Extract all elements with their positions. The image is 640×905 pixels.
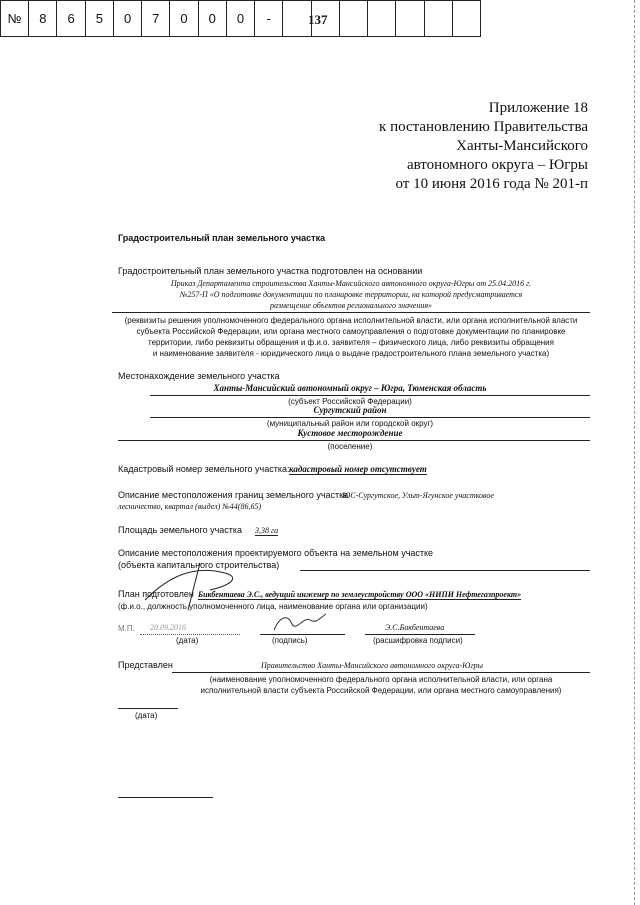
gpzu-number-digit: 5 [86,1,114,36]
sign-date-value: 20.09.2016 [150,623,186,632]
basis-value: Приказ Департамента строительства Ханты-Мансийского автономного округа-Югры от 25.04.2016 г. [170,279,532,288]
location-district: Сургутский район [313,405,387,415]
scan-edge [634,0,636,905]
location-settlement-caption: (поселение) [327,442,373,451]
page-number: 137 [308,12,328,27]
sign-signature-caption: (подпись) [272,636,308,645]
basis-caption: субъекта Российской Федерации, или органа местного самоуправления о подготовке документации по планировке [136,327,566,336]
gpzu-title: Градостроительный план земельного участка [118,233,326,243]
appendix-line: от 10 июня 2016 года № 201-п [395,176,588,192]
gpzu-number-digit: - [255,1,283,36]
basis-value: размещение объектов регионального значения» [269,301,433,310]
basis-value: №257-П «О подготовке документации по планировке территории, на которой предусматривается [179,290,523,299]
object-label: (объекта капитального строительства) [118,560,280,570]
prepared-caption: (ф.и.о., должность уполномоченного лица, наименование органа или организации) [118,602,428,611]
location-subject: Ханты-Мансийский автономный округ – Югра, Тюменская область [213,383,487,393]
handwritten-signature [270,610,330,636]
cadastral-value: кадастровый номер отсутствует [289,464,427,474]
presented-caption: исполнительной власти субъекта Российской Федерации, или органа местного самоуправления) [200,686,562,695]
gpzu-number-digit [340,1,368,36]
basis-label: Градостроительный план земельного участка подготовлен на основании [118,266,423,276]
presented-caption: (наименование уполномоченного федерального органа исполнительной власти, или органа [209,675,553,684]
location-subject-caption: (субъект Российской Федерации) [288,397,412,406]
signature-stroke [140,555,260,615]
appendix-line: Ханты-Мансийского [456,138,588,154]
sign-date-caption: (дата) [176,636,199,645]
boundaries-value: лесничество, квартал (выдел) №44(86,65) [118,502,262,511]
sign-name-caption: (расшифровка подписи) [373,636,463,645]
gpzu-number-digit: 0 [114,1,142,36]
gpzu-number-digit: 0 [199,1,227,36]
presented-date-caption: (дата) [135,711,158,720]
presented-value: Правительство Ханты-Мансийского автономного округа-Югры [261,661,483,670]
appendix-line: автономного округа – Югры [406,157,588,173]
gpzu-number-digit: 7 [142,1,170,36]
gpzu-number-digit: 0 [170,1,198,36]
object-label: Описание местоположения проектируемого объекта на земельном участке [118,548,434,558]
gpzu-number-grid [0,0,481,37]
area-label: Площадь земельного участка [118,525,243,535]
gpzu-number-digit [425,1,453,36]
gpzu-number-digit: 8 [29,1,57,36]
mp-stamp-label: М.П. [118,624,135,633]
area-value: 3,38 га [255,526,279,535]
cadastral-label: Кадастровый номер земельного участка: [118,464,290,474]
gpzu-number-digit: 6 [57,1,85,36]
appendix-line: к постановлению Правительства [379,119,588,135]
location-label: Местонахождение земельного участка [118,371,280,381]
sign-name-value: Э.С.Бикбентаева [385,623,445,632]
basis-caption: территории, либо реквизиты обращения и ф.и.о. заявителя – физического лица, либо реквизиты обращения [148,338,554,347]
gpzu-number-digit [453,1,480,36]
gpzu-number-digit: 0 [227,1,255,36]
gpzu-number-label: № [1,1,29,36]
location-settlement: Кустовое месторождение [297,428,403,438]
basis-caption: и наименование заявителя - юридического лица о выдаче градостроительного плана земельного участка) [152,349,550,358]
basis-caption: (реквизиты решения уполномоченного федерального органа исполнительной власти, или органа исполнительной власти [124,316,578,325]
appendix-line: Приложение 18 [488,100,588,116]
prepared-value: Бикбентаева Э.С., ведущий инженер по землеустройству ООО «НИПИ Нефтегазпроект» [198,590,522,599]
prepared-label: План подготовлен [118,589,194,599]
boundaries-value: ЮС-Сургутское, Ульт-Ягунское участковое [342,491,494,500]
location-district-caption: (муниципальный район или городской округ) [266,419,434,428]
boundaries-label: Описание местоположения границ земельного участка [118,490,349,500]
gpzu-number-digit [396,1,424,36]
gpzu-number-digit [368,1,396,36]
presented-label: Представлен [118,660,173,670]
